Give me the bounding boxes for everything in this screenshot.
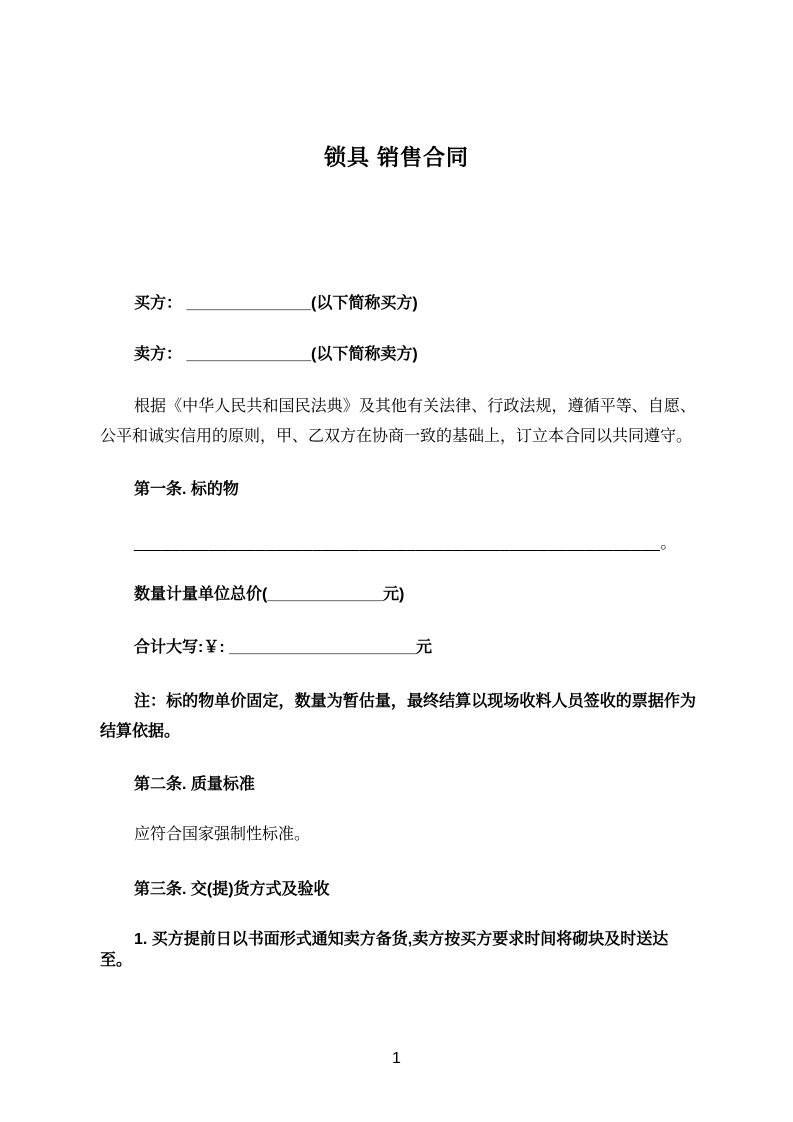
document-title: 锁具 销售合同 bbox=[323, 145, 470, 170]
page-number: 1 bbox=[392, 1050, 401, 1067]
clause1-blank-underline: ________________________________________________________。 bbox=[134, 535, 677, 552]
preamble-paragraph: 根据《中华人民共和国民法典》及其他有关法律、行政法规，遵循平等、自愿、公平和诚实信用的原则，甲、乙双方在协商一致的基础上，订立本合同以共同遵守。 bbox=[100, 398, 696, 445]
quantity-total-price-line: 数量计量单位总价(_____________元) bbox=[134, 586, 405, 603]
clause2-heading: 第二条. 质量标准 bbox=[134, 776, 255, 793]
clause3-item-1: 1. 买方提前日以书面形式通知卖方备货,卖方按买方要求时间将砌块及时送达至。 bbox=[100, 931, 669, 969]
note-paragraph: 注：标的物单价固定，数量为暂估量，最终结算以现场收料人员签收的票据作为结算依据。 bbox=[100, 693, 696, 740]
buyer-line: 买方： ______________(以下简称买方) bbox=[134, 295, 418, 312]
clause1-heading: 第一条. 标的物 bbox=[134, 481, 239, 498]
seller-line: 卖方： ______________(以下简称卖方) bbox=[134, 346, 418, 363]
clause3-heading: 第三条. 交(提)货方式及验收 bbox=[134, 881, 330, 898]
total-amount-in-words-line: 合计大写:￥: _____________________元 bbox=[134, 639, 432, 656]
clause2-body: 应符合国家强制性标准。 bbox=[134, 826, 311, 843]
